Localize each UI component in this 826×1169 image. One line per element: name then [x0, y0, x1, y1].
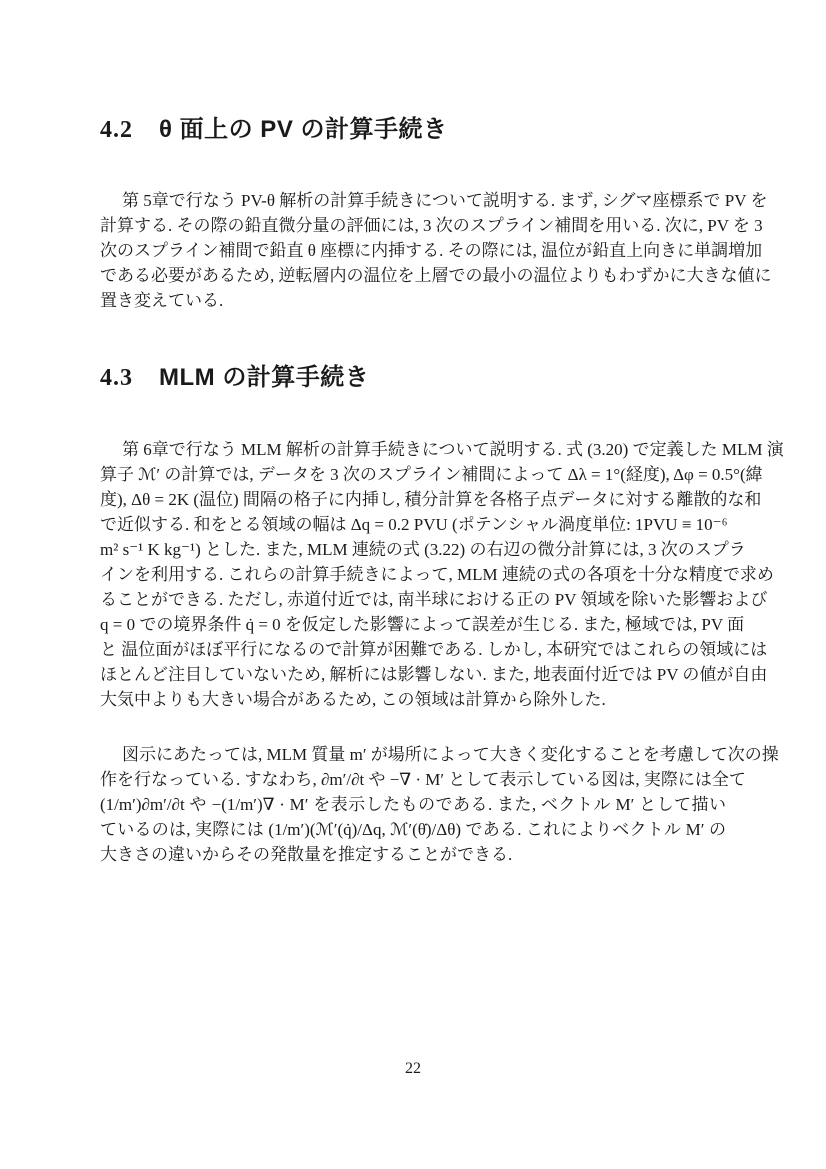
text-line: インを利用する. これらの計算手続きによって, MLM 連続の式の各項を十分な精度で求め — [100, 565, 774, 584]
text-line: 大気中よりも大きい場合があるため, この領域は計算から除外した. — [100, 690, 606, 709]
text-line: ているのは, 実際には (1/m′)(ℳ′(q̇)/Δq, ℳ′(θ̇)/Δθ) である. これによりベクトル M′ の — [100, 820, 726, 839]
text-line: 図示にあたっては, MLM 質量 m′ が場所によって大きく変化することを考慮して次の操 — [122, 745, 779, 764]
text-line: 第 6章で行なう MLM 解析の計算手続きについて説明する. 式 (3.20) で定義した MLM 演 — [122, 440, 784, 459]
text-line: 度), Δθ = 2K (温位) 間隔の格子に内挿し, 積分計算を各格子点データに対する離散的な和 — [100, 490, 762, 509]
text-line: 置き変えている. — [100, 291, 224, 310]
section-4-3-number: 4.3 — [100, 365, 133, 391]
text-line: 第 5章で行なう PV-θ 解析の計算手続きについて説明する. まず, シグマ座標系で PV を — [122, 191, 768, 210]
text-line: 大きさの違いからその発散量を推定することができる. — [100, 845, 513, 864]
paragraph-pv-theta-procedure — [100, 188, 772, 313]
section-4-3-heading — [100, 362, 740, 394]
text-line: m² s⁻¹ K kg⁻¹) とした. また, MLM 連続の式 (3.22) の右辺の微分計算には, 3 次のスプラ — [100, 540, 746, 559]
text-line: 計算する. その際の鉛直微分量の評価には, 3 次のスプライン補間を用いる. 次に, PV を 3 — [100, 216, 763, 235]
section-4-2-heading — [100, 114, 740, 146]
section-4-2-number: 4.2 — [100, 117, 133, 143]
text-line: ほとんど注目していないため, 解析には影響しない. また, 地表面付近では PV の値が自由 — [100, 665, 768, 684]
text-line: (1/m′)∂m′/∂t や −(1/m′)∇ · M′ を表示したものである. また, ベクトル M′ として描い — [100, 795, 726, 814]
text-line: 作を行なっている. すなわち, ∂m′/∂t や −∇ · M′ として表示している図は, 実際には全て — [100, 770, 746, 789]
text-line: 算子 ℳ′ の計算では, データを 3 次のスプライン補間によって Δλ = 1°(経度), Δφ = 0.5°(緯 — [100, 465, 763, 484]
text-line: 次のスプライン補間で鉛直 θ 座標に内挿する. その際には, 温位が鉛直上向きに単調増加 — [100, 241, 763, 260]
text-line: ることができる. ただし, 赤道付近では, 南半球における正の PV 領域を除いた影響および — [100, 590, 768, 609]
text-line: で近似する. 和をとる領域の幅は Δq = 0.2 PVU (ポテンシャル渦度単位: 1PVU ≡ 10⁻⁶ — [100, 515, 728, 534]
text-line: と 温位面がほぼ平行になるので計算が困難である. しかし, 本研究ではこれらの領域には — [100, 640, 768, 659]
paragraph-mlm-procedure — [100, 437, 784, 712]
section-4-2-title: θ 面上の PV の計算手続き — [159, 116, 448, 143]
paragraph-mlm-plotting-note — [100, 742, 779, 867]
section-4-3-title: MLM の計算手続き — [159, 364, 370, 391]
text-line: q = 0 での境界条件 q̇ = 0 を仮定した影響によって誤差が生じる. また, 極域では, PV 面 — [100, 615, 745, 634]
page-number: 22 — [405, 1060, 421, 1077]
text-line: である必要があるため, 逆転層内の温位を上層での最小の温位よりもわずかに大きな値に — [100, 266, 772, 285]
